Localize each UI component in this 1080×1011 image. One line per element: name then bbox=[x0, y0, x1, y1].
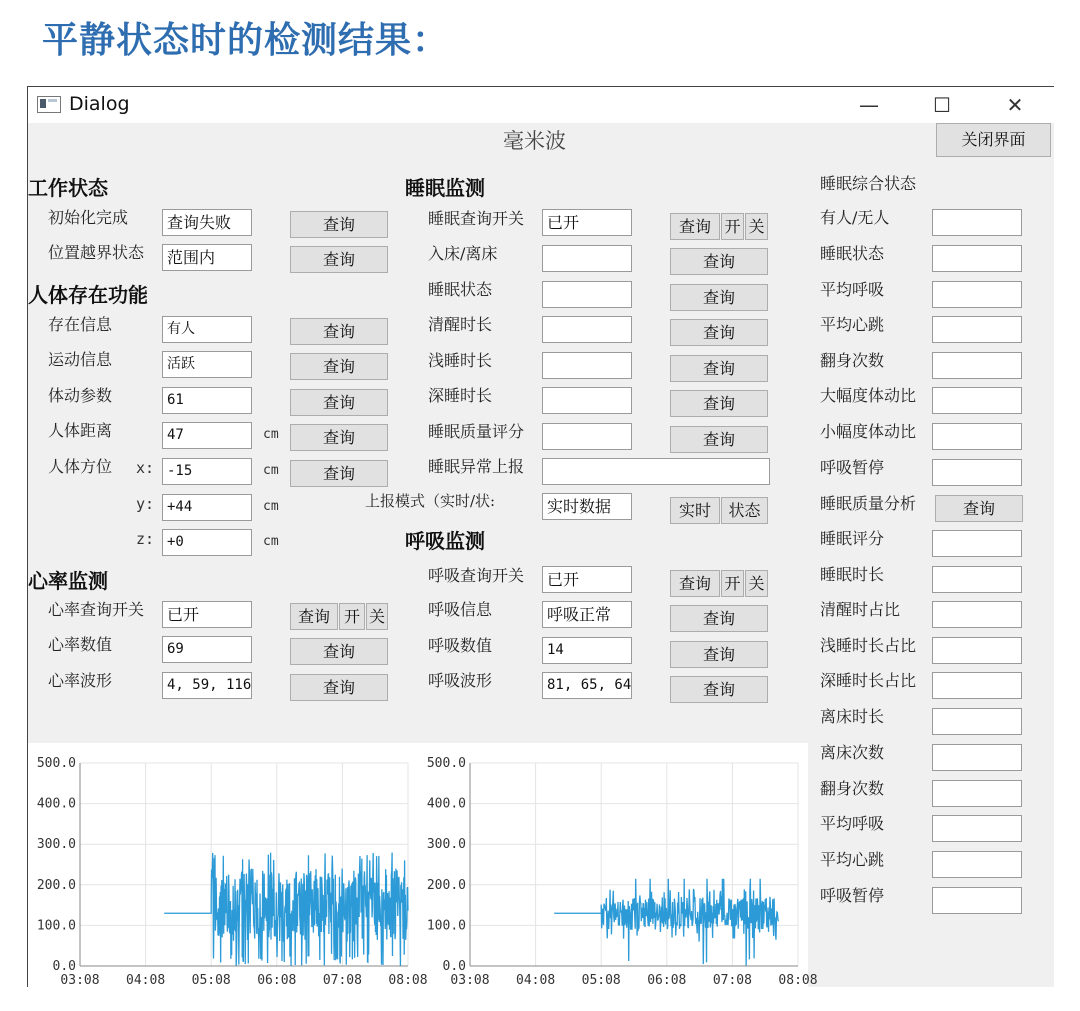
quality-item-field[interactable] bbox=[932, 744, 1022, 771]
sleep-summary-title: 睡眠综合状态 bbox=[820, 174, 917, 193]
sleep-label: 睡眠质量评分 bbox=[428, 422, 525, 441]
sleep-field[interactable] bbox=[542, 352, 632, 379]
presence-field[interactable]: 活跃 bbox=[162, 351, 252, 378]
summary-label: 小幅度体动比 bbox=[820, 422, 917, 441]
summary-label: 有人/无人 bbox=[820, 208, 890, 227]
presence-field[interactable]: 61 bbox=[162, 387, 252, 414]
axis-label: x: bbox=[136, 459, 155, 477]
x-tick-label: 06:08 bbox=[647, 973, 687, 988]
sleep-field[interactable] bbox=[542, 245, 632, 272]
presence-label: 体动参数 bbox=[48, 386, 113, 405]
quality-item-label: 睡眠时长 bbox=[820, 565, 885, 584]
breath-switch-field[interactable]: 已开 bbox=[542, 566, 632, 593]
page-heading: 平静状态时的检测结果： bbox=[42, 20, 450, 61]
app-window-icon bbox=[37, 96, 61, 113]
summary-label: 翻身次数 bbox=[820, 351, 885, 370]
heart-switch-label: 心率查询开关 bbox=[48, 600, 145, 619]
query-button[interactable]: 查询 bbox=[670, 641, 768, 668]
heart-title: 心率监测 bbox=[28, 569, 108, 593]
breath-field[interactable]: 81, 65, 64 bbox=[542, 672, 632, 699]
quality-item-label: 清醒时占比 bbox=[820, 600, 901, 619]
work-state-label: 初始化完成 bbox=[48, 208, 129, 227]
query-button[interactable]: 查询 bbox=[290, 246, 388, 273]
sleep-anomaly-label: 睡眠异常上报 bbox=[428, 457, 525, 476]
sleep-on-button[interactable]: 开 bbox=[721, 213, 744, 240]
x-tick-label: 07:08 bbox=[322, 973, 362, 988]
y-tick-label: 100.0 bbox=[36, 918, 76, 934]
y-tick-label: 500.0 bbox=[426, 756, 466, 771]
heart-rate-series bbox=[164, 852, 408, 966]
quality-item-field[interactable] bbox=[932, 637, 1022, 664]
query-button[interactable]: 查询 bbox=[670, 390, 768, 417]
report-mode-label: 上报模式（实时/状: bbox=[365, 492, 496, 510]
y-tick-label: 300.0 bbox=[426, 837, 466, 853]
query-button[interactable]: 查询 bbox=[670, 355, 768, 382]
query-button[interactable]: 查询 bbox=[290, 318, 388, 345]
presence-label: 存在信息 bbox=[48, 315, 113, 334]
breath-field[interactable]: 呼吸正常 bbox=[542, 601, 632, 628]
axis-label: z: bbox=[136, 530, 155, 548]
summary-label: 平均心跳 bbox=[820, 315, 885, 334]
maximize-button[interactable]: ☐ bbox=[933, 93, 951, 117]
work-state-field[interactable]: 查询失败 bbox=[162, 209, 252, 236]
presence-title: 人体存在功能 bbox=[28, 283, 148, 307]
summary-field[interactable] bbox=[932, 281, 1022, 308]
y-tick-label: 200.0 bbox=[426, 877, 466, 893]
heart-query-button[interactable]: 查询 bbox=[290, 603, 338, 630]
x-tick-label: 08:08 bbox=[388, 973, 428, 988]
summary-label: 平均呼吸 bbox=[820, 280, 885, 299]
sleep-field[interactable] bbox=[542, 281, 632, 308]
quality-label: 睡眠质量分析 bbox=[820, 494, 917, 513]
y-tick-label: 400.0 bbox=[36, 796, 76, 812]
query-button[interactable]: 查询 bbox=[670, 605, 768, 632]
quality-item-label: 睡眠评分 bbox=[820, 529, 885, 548]
x-tick-label: 03:08 bbox=[450, 973, 490, 988]
query-button[interactable]: 查询 bbox=[290, 389, 388, 416]
presence-label: 人体方位 bbox=[48, 457, 113, 476]
presence-field[interactable]: -15 bbox=[162, 458, 252, 485]
quality-item-field[interactable] bbox=[932, 780, 1022, 807]
sleep-field[interactable] bbox=[542, 423, 632, 450]
x-tick-label: 07:08 bbox=[712, 973, 752, 988]
quality-query-button[interactable]: 查询 bbox=[935, 495, 1023, 522]
heart-label: 心率数值 bbox=[48, 635, 113, 654]
y-tick-label: 100.0 bbox=[426, 918, 466, 934]
close-window-button[interactable]: ✕ bbox=[1006, 93, 1024, 117]
quality-item-label: 离床时长 bbox=[820, 707, 885, 726]
sleep-label: 深睡时长 bbox=[428, 386, 493, 405]
sleep-switch-label: 睡眠查询开关 bbox=[428, 209, 525, 228]
quality-item-field[interactable] bbox=[932, 815, 1022, 842]
work-state-title: 工作状态 bbox=[28, 176, 108, 200]
query-button[interactable]: 查询 bbox=[290, 211, 388, 238]
window-title: Dialog bbox=[69, 93, 130, 115]
summary-label: 呼吸暂停 bbox=[820, 458, 885, 477]
title-bar[interactable] bbox=[28, 87, 1054, 123]
close-ui-button[interactable]: 关闭界面 bbox=[936, 123, 1051, 157]
x-tick-label: 06:08 bbox=[257, 973, 297, 988]
presence-field[interactable]: +44 bbox=[162, 494, 252, 521]
unit-label: cm bbox=[263, 499, 279, 514]
sleep-anomaly-field[interactable] bbox=[542, 458, 770, 485]
quality-item-field[interactable] bbox=[932, 672, 1022, 699]
unit-label: cm bbox=[263, 534, 279, 549]
quality-item-label: 深睡时长占比 bbox=[820, 671, 917, 690]
x-tick-label: 04:08 bbox=[126, 973, 166, 988]
sleep-label: 清醒时长 bbox=[428, 315, 493, 334]
summary-field[interactable] bbox=[932, 423, 1022, 450]
sleep-label: 浅睡时长 bbox=[428, 351, 493, 370]
breath-label: 呼吸数值 bbox=[428, 636, 493, 655]
query-button[interactable]: 查询 bbox=[290, 424, 388, 451]
realtime-button[interactable]: 实时 bbox=[670, 497, 720, 524]
query-button[interactable]: 查询 bbox=[670, 248, 768, 275]
summary-field[interactable] bbox=[932, 352, 1022, 379]
breath-switch-label: 呼吸查询开关 bbox=[428, 566, 525, 585]
x-tick-label: 03:08 bbox=[60, 973, 100, 988]
x-tick-label: 04:08 bbox=[516, 973, 556, 988]
breath-on-button[interactable]: 开 bbox=[721, 570, 744, 597]
presence-field[interactable]: +0 bbox=[162, 529, 252, 556]
summary-label: 大幅度体动比 bbox=[820, 386, 917, 405]
quality-item-label: 平均心跳 bbox=[820, 850, 885, 869]
heart-field[interactable]: 4, 59, 116 bbox=[162, 672, 252, 699]
query-button[interactable]: 查询 bbox=[670, 676, 768, 703]
breath-field[interactable]: 14 bbox=[542, 637, 632, 664]
unit-label: cm bbox=[263, 427, 279, 442]
breath-label: 呼吸信息 bbox=[428, 600, 493, 619]
presence-field[interactable]: 47 bbox=[162, 422, 252, 449]
quality-item-field[interactable] bbox=[932, 851, 1022, 878]
x-tick-label: 05:08 bbox=[191, 973, 231, 988]
y-tick-label: 200.0 bbox=[36, 877, 76, 893]
breath-label: 呼吸波形 bbox=[428, 671, 493, 690]
work-state-label: 位置越界状态 bbox=[48, 243, 145, 262]
quality-item-label: 离床次数 bbox=[820, 743, 885, 762]
quality-item-label: 浅睡时长占比 bbox=[820, 636, 917, 655]
sleep-field[interactable] bbox=[542, 316, 632, 343]
presence-field[interactable]: 有人 bbox=[162, 316, 252, 343]
heart-off-button[interactable]: 关 bbox=[366, 603, 388, 630]
breath-off-button[interactable]: 关 bbox=[745, 570, 768, 597]
sleep-query-button[interactable]: 查询 bbox=[670, 213, 720, 240]
unit-label: cm bbox=[263, 463, 279, 478]
heart-rate-chart bbox=[28, 743, 428, 988]
quality-item-field[interactable] bbox=[932, 601, 1022, 628]
center-title: 毫米波 bbox=[503, 129, 566, 153]
work-state-field[interactable]: 范围内 bbox=[162, 244, 252, 271]
quality-item-field[interactable] bbox=[932, 530, 1022, 557]
summary-field[interactable] bbox=[932, 387, 1022, 414]
minimize-button[interactable]: — bbox=[859, 93, 879, 117]
query-button[interactable]: 查询 bbox=[290, 674, 388, 701]
query-button[interactable]: 查询 bbox=[290, 353, 388, 380]
quality-item-label: 呼吸暂停 bbox=[820, 886, 885, 905]
summary-label: 睡眠状态 bbox=[820, 244, 885, 263]
query-button[interactable]: 查询 bbox=[670, 319, 768, 346]
quality-item-label: 翻身次数 bbox=[820, 779, 885, 798]
x-tick-label: 08:08 bbox=[778, 973, 818, 988]
y-tick-label: 0.0 bbox=[52, 959, 76, 974]
summary-field[interactable] bbox=[932, 459, 1022, 486]
heart-switch-field[interactable]: 已开 bbox=[162, 601, 252, 628]
query-button[interactable]: 查询 bbox=[670, 284, 768, 311]
summary-field[interactable] bbox=[932, 245, 1022, 272]
sleep-label: 入床/离床 bbox=[428, 244, 498, 263]
heart-on-button[interactable]: 开 bbox=[339, 603, 365, 630]
chart-area bbox=[28, 743, 818, 988]
sleep-field[interactable] bbox=[542, 387, 632, 414]
dialog-window bbox=[27, 86, 1054, 987]
y-tick-label: 300.0 bbox=[36, 837, 76, 853]
breath-chart bbox=[418, 743, 818, 988]
breath-query-button[interactable]: 查询 bbox=[670, 570, 720, 597]
breath-series bbox=[554, 879, 778, 966]
state-button[interactable]: 状态 bbox=[721, 497, 768, 524]
y-tick-label: 400.0 bbox=[426, 796, 466, 812]
report-mode-field[interactable]: 实时数据 bbox=[542, 493, 632, 520]
sleep-title: 睡眠监测 bbox=[405, 176, 485, 200]
sleep-switch-field[interactable]: 已开 bbox=[542, 209, 632, 236]
quality-item-field[interactable] bbox=[932, 708, 1022, 735]
presence-label: 人体距离 bbox=[48, 421, 113, 440]
summary-field[interactable] bbox=[932, 209, 1022, 236]
y-tick-label: 500.0 bbox=[36, 756, 76, 771]
sleep-off-button[interactable]: 关 bbox=[745, 213, 768, 240]
query-button[interactable]: 查询 bbox=[290, 638, 388, 665]
summary-field[interactable] bbox=[932, 316, 1022, 343]
heart-field[interactable]: 69 bbox=[162, 636, 252, 663]
heart-label: 心率波形 bbox=[48, 671, 113, 690]
axis-label: y: bbox=[136, 495, 155, 513]
y-tick-label: 0.0 bbox=[442, 959, 466, 974]
query-button[interactable]: 查询 bbox=[670, 426, 768, 453]
presence-label: 运动信息 bbox=[48, 350, 113, 369]
quality-item-label: 平均呼吸 bbox=[820, 814, 885, 833]
x-tick-label: 05:08 bbox=[581, 973, 621, 988]
query-button[interactable]: 查询 bbox=[290, 460, 388, 487]
quality-item-field[interactable] bbox=[932, 566, 1022, 593]
sleep-label: 睡眠状态 bbox=[428, 280, 493, 299]
quality-item-field[interactable] bbox=[932, 887, 1022, 914]
dialog-content bbox=[28, 123, 1054, 987]
breath-title: 呼吸监测 bbox=[405, 529, 485, 553]
